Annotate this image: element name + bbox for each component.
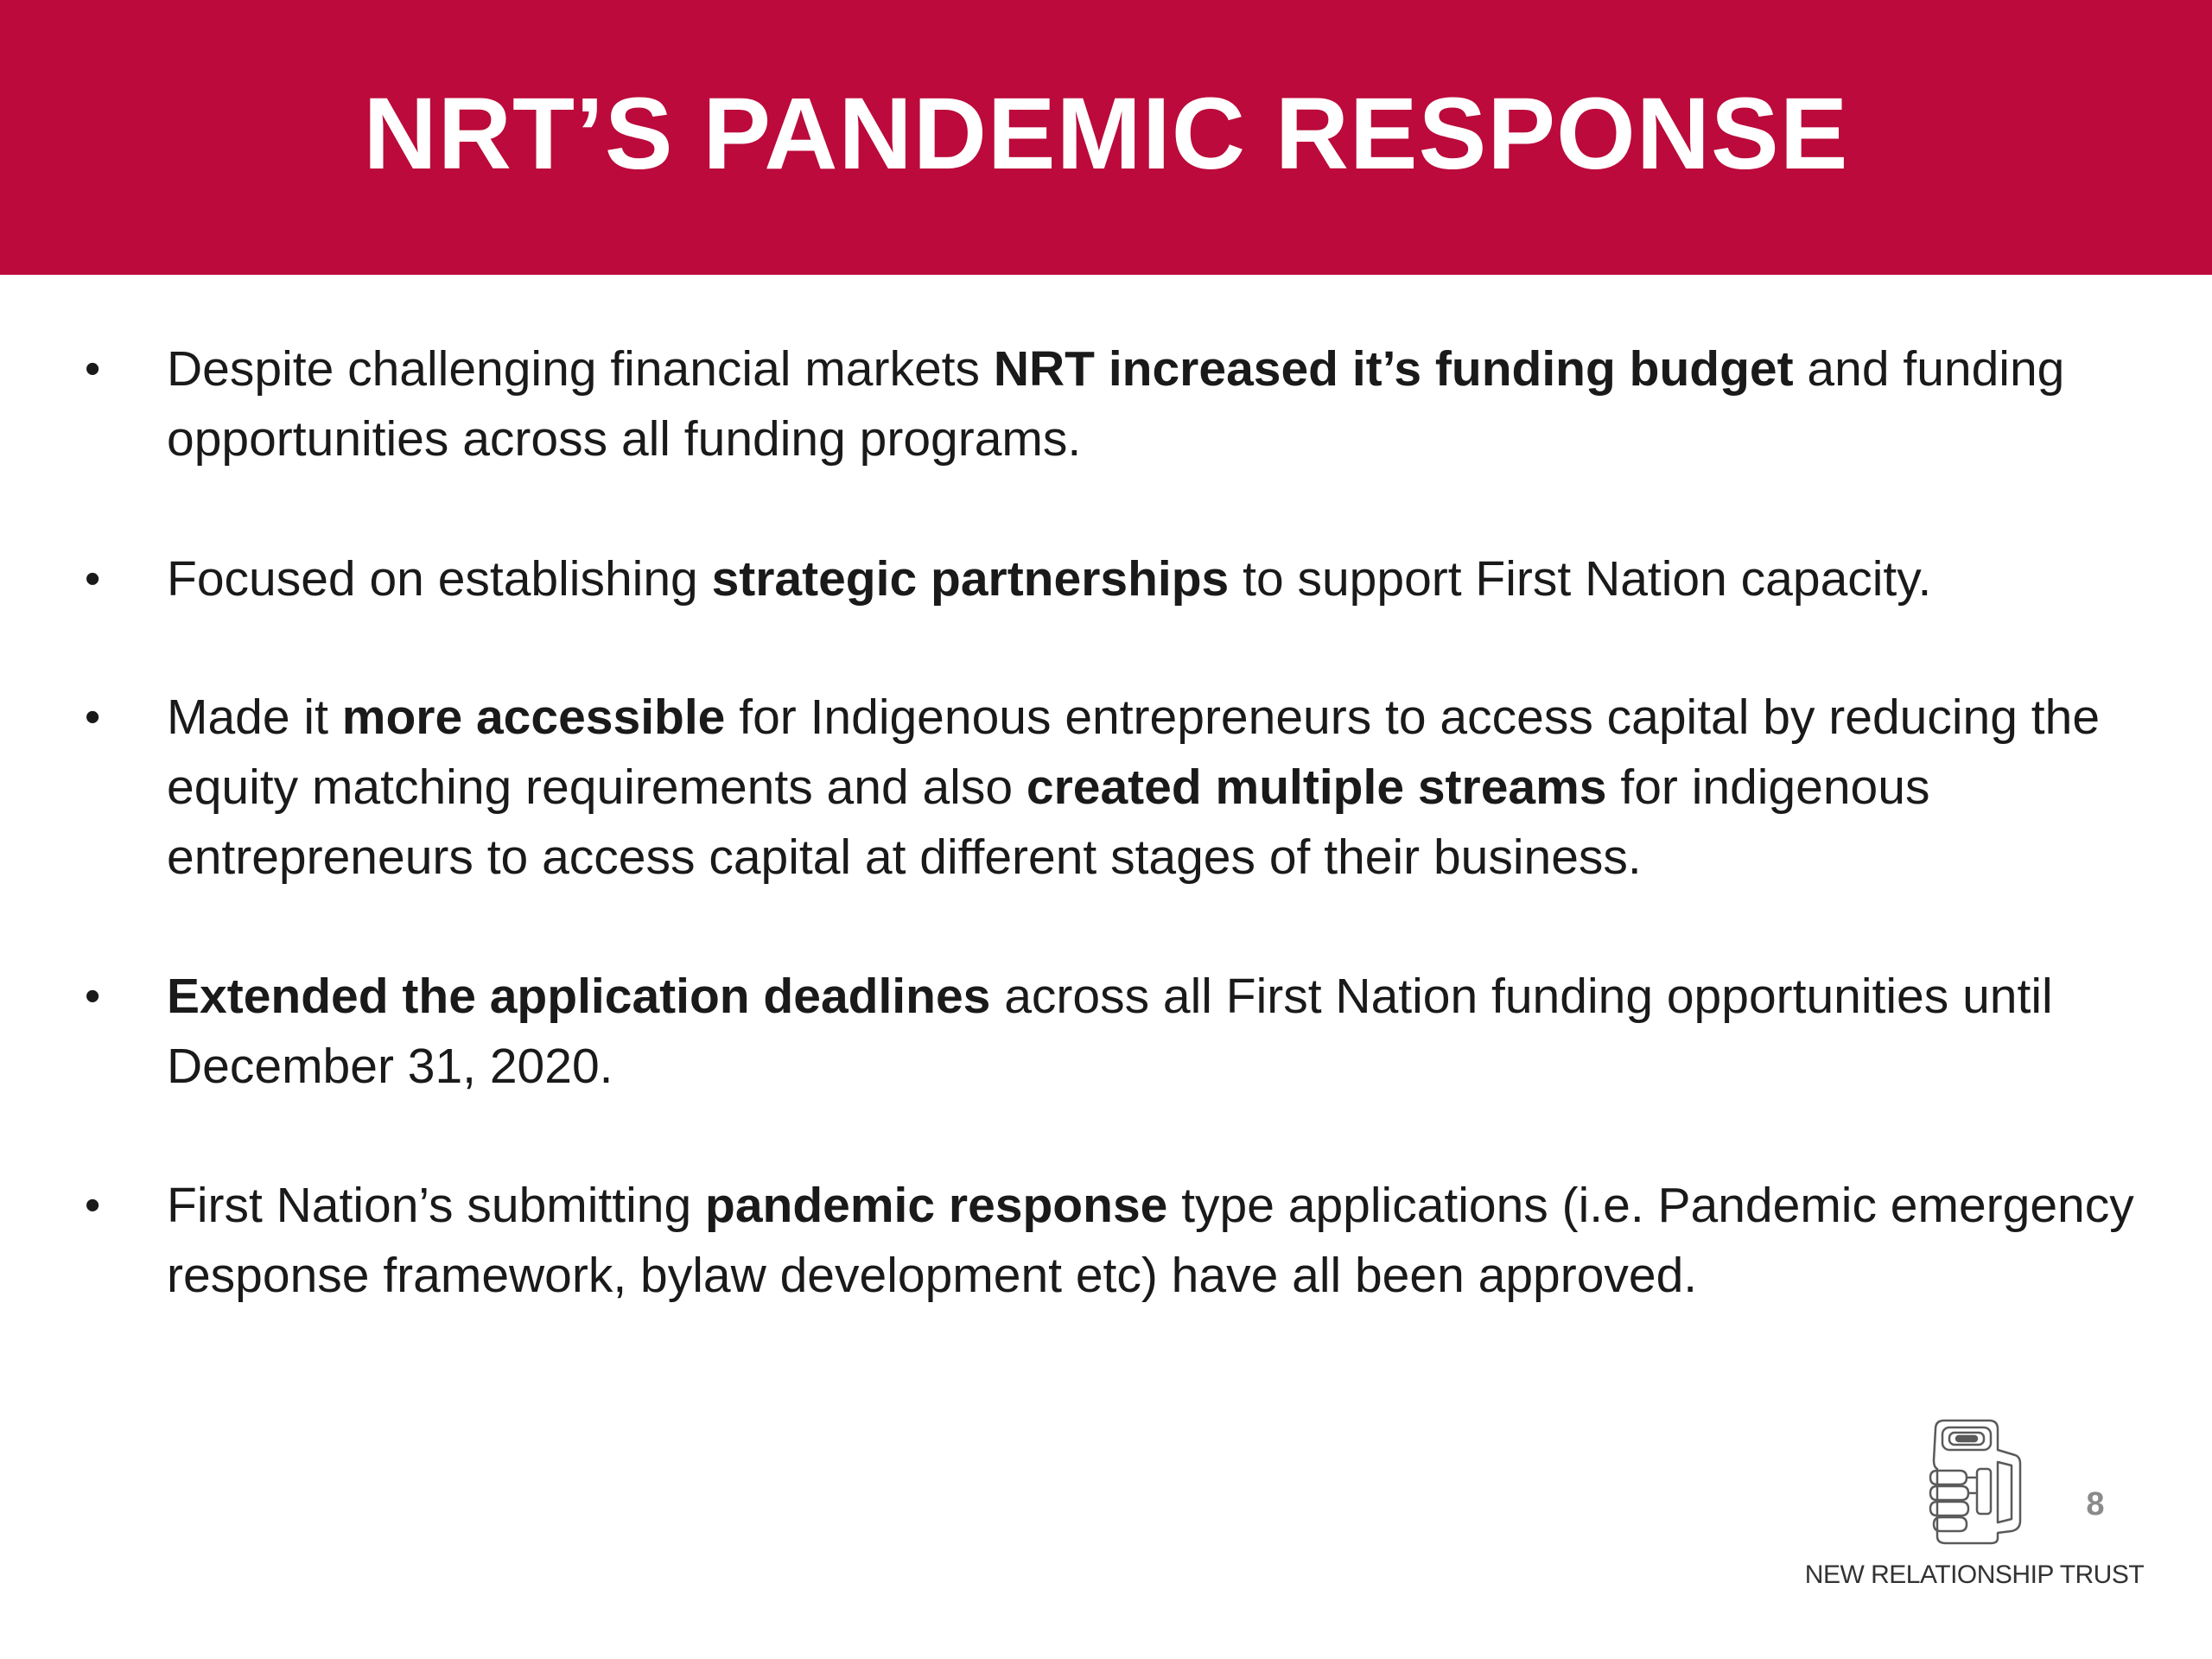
title-bar — [0, 0, 2212, 275]
text-segment: type applications (i.e. Pandemic emergency response framework, bylaw development etc) have all been approved. — [167, 1178, 2134, 1303]
text-segment: Despite challenging financial markets — [167, 341, 994, 397]
text-segment: to support First Nation capacity. — [1229, 551, 1932, 607]
slide-title: NRT’S PANDEMIC RESPONSE — [363, 77, 1849, 191]
bullet-marker: • — [85, 554, 101, 604]
bold-text-segment: more accessible — [341, 690, 726, 745]
bullet-marker: • — [85, 344, 101, 394]
text-segment: Made it — [167, 690, 342, 745]
bold-text-segment: Extended the application deadlines — [167, 969, 991, 1024]
bullet-text — [167, 683, 2154, 893]
bullet-text — [167, 962, 2154, 1102]
bullet-text — [167, 544, 2154, 614]
text-segment: and funding opportunities across all funding programs. — [167, 341, 2065, 467]
text-segment: First Nation’s submitting — [167, 1178, 705, 1233]
page-number: 8 — [2086, 1486, 2105, 1522]
text-segment: Focused on establishing — [167, 551, 712, 607]
organization-name: NEW RELATIONSHIP TRUST — [1804, 1560, 2145, 1589]
bullet-marker: • — [85, 971, 101, 1021]
text-segment: for indigenous entrepreneurs to access capital at different stages of their business. — [167, 760, 1930, 885]
new-relationship-trust-logo-icon — [1925, 1417, 2022, 1545]
bold-text-segment: pandemic response — [705, 1178, 1168, 1233]
bold-text-segment: NRT increased it’s funding budget — [993, 341, 1794, 397]
bold-text-segment: created multiple streams — [1026, 760, 1607, 815]
text-segment: across all First Nation funding opportunities until December 31, 2020. — [167, 969, 2053, 1094]
bullet-marker: • — [85, 692, 101, 742]
bullet-text — [167, 334, 2154, 474]
bold-text-segment: strategic partnerships — [711, 551, 1230, 607]
bullet-text — [167, 1171, 2154, 1311]
text-segment: for Indigenous entrepreneurs to access capital by reducing the equity matching requirements and also — [167, 690, 2101, 815]
bullet-marker: • — [85, 1180, 101, 1230]
